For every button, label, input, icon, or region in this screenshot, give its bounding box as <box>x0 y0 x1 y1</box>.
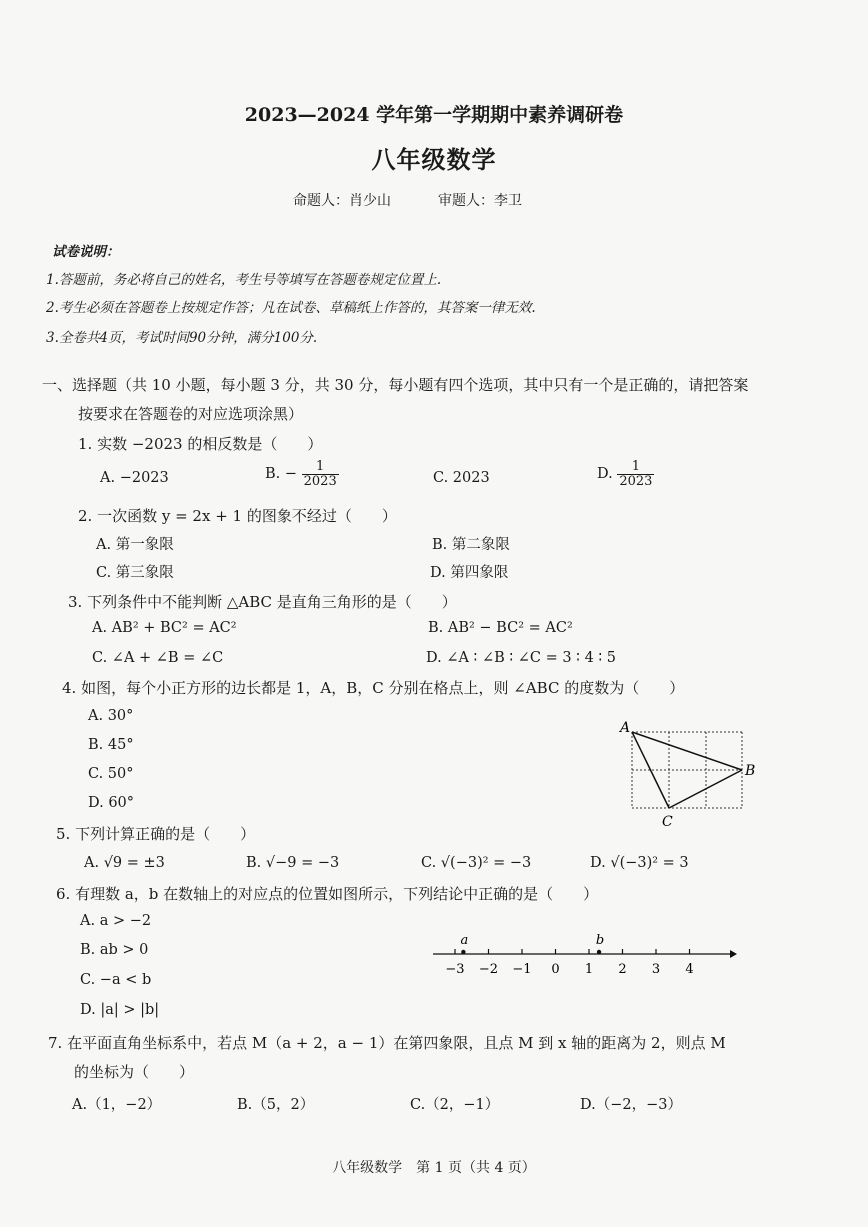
q1-option-b-numerator: 1 <box>302 460 339 475</box>
q4-option-c: C. 50° <box>88 766 134 782</box>
q7-stem-cont: 的坐标为（ ） <box>74 1063 195 1081</box>
q7-option-c: C.（2，−1） <box>410 1097 500 1113</box>
point-a-marker <box>461 950 465 954</box>
question-reviewer: 审题人：李卫 <box>438 193 522 209</box>
q1-option-d <box>597 460 654 488</box>
section-heading: 一、选择题（共 10 小题，每小题 3 分，共 30 分，每小题有四个选项，其中只有一个是正确的，请把答案 <box>42 376 749 394</box>
q4-label-b: B <box>745 763 756 779</box>
exam-title: 2023—2024 学年第一学期期中素养调研卷 <box>244 104 624 126</box>
point-b-label: b <box>595 933 605 948</box>
q5-stem: 5. 下列计算正确的是（ ） <box>56 825 256 843</box>
q3-option-a: A. AB² + BC² = AC² <box>92 620 237 636</box>
q3-option-c: C. ∠A + ∠B = ∠C <box>92 650 224 666</box>
q3-option-b: B. AB² − BC² = AC² <box>428 620 573 636</box>
q1-option-b-fraction <box>302 460 339 488</box>
q5-option-b: B. √−9 = −3 <box>246 855 340 871</box>
point-a-label: a <box>460 933 469 948</box>
q3-stem: 3. 下列条件中不能判断 △ABC 是直角三角形的是（ ） <box>68 593 457 611</box>
q1-option-d-denominator: 2023 <box>619 473 653 489</box>
q1-option-d-prefix: D. <box>597 466 613 483</box>
number-line-tick-label: −1 <box>512 962 532 977</box>
q6-number-line <box>425 928 745 984</box>
q4-option-a: A. 30° <box>88 708 134 724</box>
q5-option-a: A. √9 = ±3 <box>84 855 165 871</box>
q1-option-b <box>265 460 339 488</box>
q1-stem: 1. 实数 −2023 的相反数是（ ） <box>78 435 323 453</box>
q4-label-a: A <box>620 720 631 736</box>
note-item-1: 1.答题前，务必将自己的姓名，考生号等填写在答题卷规定位置上. <box>46 272 442 288</box>
q6-option-d: D. |a| > |b| <box>80 1002 160 1018</box>
number-line-tick-label: 3 <box>651 962 661 977</box>
q1-option-d-numerator: 1 <box>617 460 654 475</box>
q2-option-c: C. 第三象限 <box>96 565 174 581</box>
question-setter: 命题人：肖少山 <box>293 193 391 209</box>
q3-option-d: D. ∠A ∶ ∠B ∶ ∠C = 3 ∶ 4 ∶ 5 <box>426 650 617 666</box>
q7-option-a: A.（1，−2） <box>72 1097 162 1113</box>
q2-option-d: D. 第四象限 <box>430 565 509 581</box>
q6-option-c: C. −a < b <box>80 972 152 988</box>
q5-option-d: D. √(−3)² = 3 <box>590 855 689 871</box>
q2-stem: 2. 一次函数 y = 2x + 1 的图象不经过（ ） <box>78 507 397 525</box>
q6-option-b: B. ab > 0 <box>80 942 149 958</box>
number-line-ticks <box>445 949 693 977</box>
page-footer: 八年级数学 第 1 页（共 4 页） <box>332 1160 536 1176</box>
q6-stem: 6. 有理数 a，b 在数轴上的对应点的位置如图所示，下列结论中正确的是（ ） <box>56 885 599 903</box>
q2-option-a: A. 第一象限 <box>96 537 174 553</box>
q4-option-d: D. 60° <box>88 795 135 811</box>
q4-stem: 4. 如图，每个小正方形的边长都是 1，A，B，C 分别在格点上，则 ∠ABC 的度数为（ ） <box>62 679 685 697</box>
note-item-3: 3.全卷共4页，考试时间90分钟，满分100分. <box>46 330 318 346</box>
q1-option-c: C. 2023 <box>433 470 490 486</box>
number-line-tick-label: 0 <box>551 962 560 977</box>
number-line-tick-label: 2 <box>618 962 627 977</box>
q1-option-b-prefix: B. − <box>265 466 298 483</box>
number-line-tick-label: 4 <box>685 962 694 977</box>
q1-option-b-denominator: 2023 <box>303 473 337 489</box>
subject-title: 八年级数学 <box>371 145 497 174</box>
q7-stem: 7. 在平面直角坐标系中，若点 M（a + 2，a − 1）在第四象限，且点 M 到 x 轴的距离为 2，则点 M <box>48 1034 726 1052</box>
point-b-marker <box>597 950 601 954</box>
q4-label-c: C <box>662 814 673 830</box>
q1-option-a: A. −2023 <box>100 470 169 486</box>
note-item-2: 2.考生必须在答题卷上按规定作答；凡在试卷、草稿纸上作答的，其答案一律无效. <box>46 300 536 316</box>
q1-option-d-fraction <box>617 460 654 488</box>
q6-option-a: A. a > −2 <box>80 913 152 929</box>
q5-option-c: C. √(−3)² = −3 <box>421 855 532 871</box>
q7-option-b: B.（5，2） <box>237 1097 315 1113</box>
number-line-tick-label: −3 <box>445 962 465 977</box>
q7-option-d: D.（−2，−3） <box>580 1097 682 1113</box>
section-heading-cont: 按要求在答题卷的对应选项涂黑） <box>78 405 304 423</box>
q4-option-b: B. 45° <box>88 737 134 753</box>
number-line-tick-label: −2 <box>478 962 499 977</box>
notes-heading: 试卷说明： <box>52 244 120 260</box>
number-line-tick-label: 1 <box>584 962 594 977</box>
q4-grid-figure <box>612 715 772 830</box>
q2-option-b: B. 第二象限 <box>432 537 510 553</box>
